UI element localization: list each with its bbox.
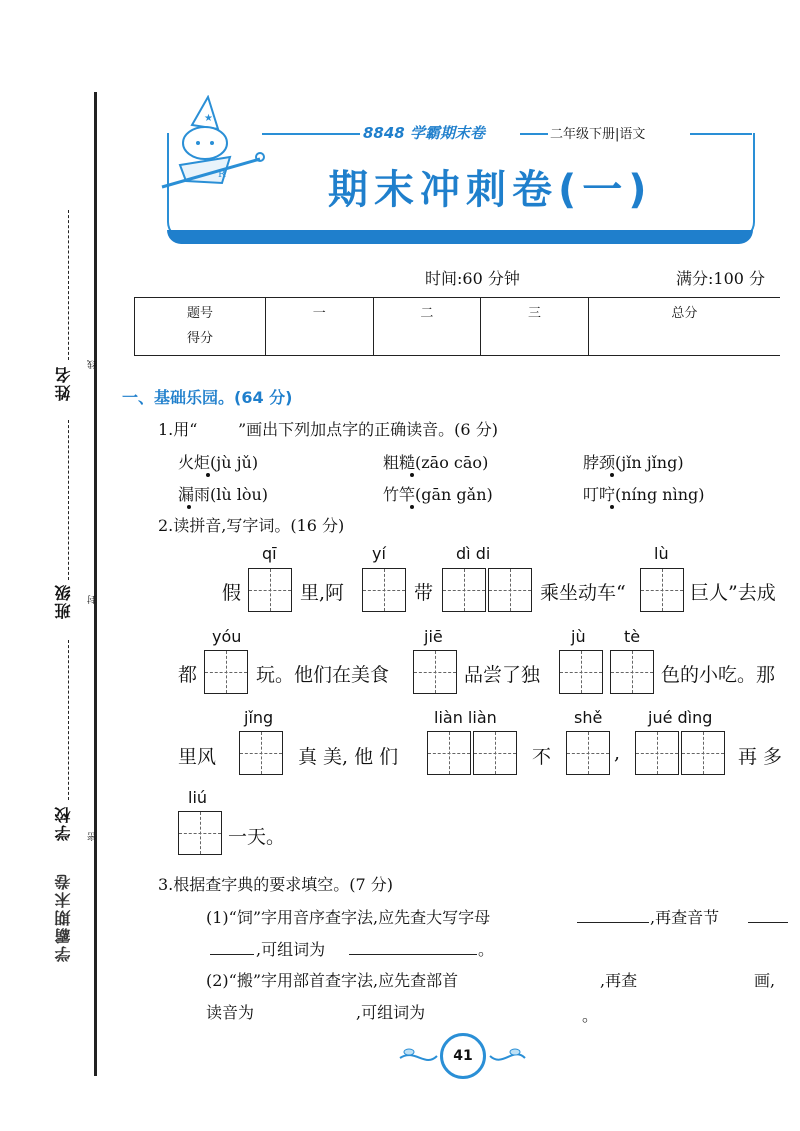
text: ,: [614, 742, 621, 764]
q3-line1b: ,再查音节: [650, 908, 720, 927]
score-cell-3[interactable]: 三: [481, 298, 589, 356]
text: 巨人”去成: [690, 582, 776, 604]
school-label: 学校: [54, 805, 73, 841]
text: 里,阿: [300, 582, 345, 604]
writing-box[interactable]: [681, 731, 725, 775]
writing-box[interactable]: [442, 568, 486, 612]
q3-line4: 读音为: [206, 1003, 255, 1022]
class-label: 班级: [54, 583, 73, 619]
score-header-cell: [135, 298, 266, 356]
brand-name: 8848 学霸期末卷: [363, 124, 485, 142]
q3-line4-end: 。: [582, 1006, 599, 1025]
writing-box[interactable]: [427, 731, 471, 775]
q3-prompt: 3.根据查字典的要求填空。(7 分): [158, 875, 394, 894]
q1-item: 漏雨(lù lòu): [178, 485, 269, 504]
pinyin: jué dìng: [648, 708, 713, 727]
name-dash-line: [68, 210, 69, 360]
class-dash-line: [68, 420, 69, 580]
header-bar: [167, 230, 753, 244]
seal-mark-xian: 线: [88, 360, 98, 369]
writing-box[interactable]: [362, 568, 406, 612]
q3-line3c: 画,: [754, 971, 776, 990]
emphasis-dot: [187, 505, 191, 509]
text: 色的小吃。那: [661, 664, 776, 686]
pinyin: jiē: [424, 627, 443, 646]
q1-prompt-a: 1.用“: [158, 420, 198, 439]
emphasis-dot: [410, 505, 414, 509]
margin-brand: 学霸期末卷: [54, 872, 73, 962]
pinyin: tè: [624, 627, 641, 646]
writing-box[interactable]: [413, 650, 457, 694]
answer-blank[interactable]: [210, 954, 254, 955]
q3-line2-end: 。: [478, 940, 495, 959]
q3-line3b: ,再查: [600, 971, 638, 990]
writing-box[interactable]: [178, 811, 222, 855]
seal-mark-mi: 密: [88, 832, 98, 841]
text: 真 美, 他 们: [298, 746, 399, 768]
q1-item: 粗糙(zāo cāo): [383, 453, 489, 472]
answer-blank[interactable]: [577, 922, 649, 923]
q3-line2: ,可组词为: [256, 940, 326, 959]
text: 里风: [178, 746, 217, 768]
score-header-label: 题号: [186, 306, 213, 321]
q1-item: 叮咛(níng nìng): [583, 485, 705, 504]
text: 假: [222, 582, 242, 604]
emphasis-dot: [610, 505, 614, 509]
q1-item: 竹竿(gān gǎn): [383, 485, 493, 504]
score-row-label: 得分: [186, 331, 213, 346]
full-score: 满分:100 分: [676, 269, 766, 288]
time-limit: 时间:60 分钟: [425, 269, 520, 288]
writing-box[interactable]: [610, 650, 654, 694]
q2-prompt: 2.读拼音,写字词。(16 分): [158, 516, 345, 535]
q1-prompt-b: ”画出下列加点字的正确读音。(6 分): [238, 420, 498, 439]
text: 品尝了独: [464, 664, 541, 686]
pinyin: qī: [262, 544, 277, 563]
text: 再 多: [738, 746, 783, 768]
emphasis-dot: [206, 473, 210, 477]
text: 都: [178, 664, 198, 686]
q3-line1: (1)“饲”字用音序查字法,应先查大写字母: [206, 908, 491, 927]
score-cell-2[interactable]: 二: [373, 298, 481, 356]
writing-box[interactable]: [248, 568, 292, 612]
name-label: 姓名: [54, 365, 73, 401]
pinyin: liàn liàn: [434, 708, 497, 727]
text: 一天。: [228, 826, 286, 848]
pinyin: lù: [654, 544, 669, 563]
q3-line3: (2)“搬”字用部首查字法,应先查部首: [206, 971, 459, 990]
pinyin: jǐng: [244, 708, 274, 727]
q1-item: 火炬(jù jǔ): [178, 453, 259, 472]
emphasis-dot: [610, 473, 614, 477]
pinyin: shě: [574, 708, 603, 727]
text: 带: [414, 582, 434, 604]
answer-blank[interactable]: [349, 954, 477, 955]
text: 玩。他们在美食: [256, 664, 390, 686]
page-title: 期末冲刺卷(一): [328, 167, 653, 213]
score-table: [134, 297, 780, 356]
svg-text:★: ★: [204, 113, 213, 124]
pinyin: jù: [571, 627, 586, 646]
q1-item: 脖颈(jǐn jǐng): [583, 453, 684, 472]
writing-box[interactable]: [239, 731, 283, 775]
binding-line: [94, 92, 97, 1076]
writing-box[interactable]: [204, 650, 248, 694]
pinyin: yóu: [212, 627, 242, 646]
score-cell-1[interactable]: 一: [266, 298, 374, 356]
pinyin: yí: [372, 544, 386, 563]
writing-box[interactable]: [640, 568, 684, 612]
writing-box[interactable]: [488, 568, 532, 612]
writing-box[interactable]: [473, 731, 517, 775]
writing-box[interactable]: [566, 731, 610, 775]
seal-mark-feng: 封: [88, 595, 98, 604]
section-title: 一、基础乐园。(64 分): [122, 388, 293, 407]
emphasis-dot: [410, 473, 414, 477]
q3-line4b: ,可组词为: [356, 1003, 426, 1022]
text: 乘坐动车“: [540, 582, 626, 604]
writing-box[interactable]: [635, 731, 679, 775]
score-cell-total[interactable]: 总分: [588, 298, 780, 356]
pinyin: dì di: [456, 544, 491, 563]
grade-subject: 二年级下册|语文: [550, 127, 646, 142]
writing-box[interactable]: [559, 650, 603, 694]
answer-blank[interactable]: [748, 922, 788, 923]
page-number: 41: [440, 1033, 486, 1079]
school-dash-line: [68, 640, 69, 800]
svg-text:R: R: [218, 169, 226, 180]
pinyin: liú: [188, 788, 208, 807]
text: 不: [532, 746, 552, 768]
